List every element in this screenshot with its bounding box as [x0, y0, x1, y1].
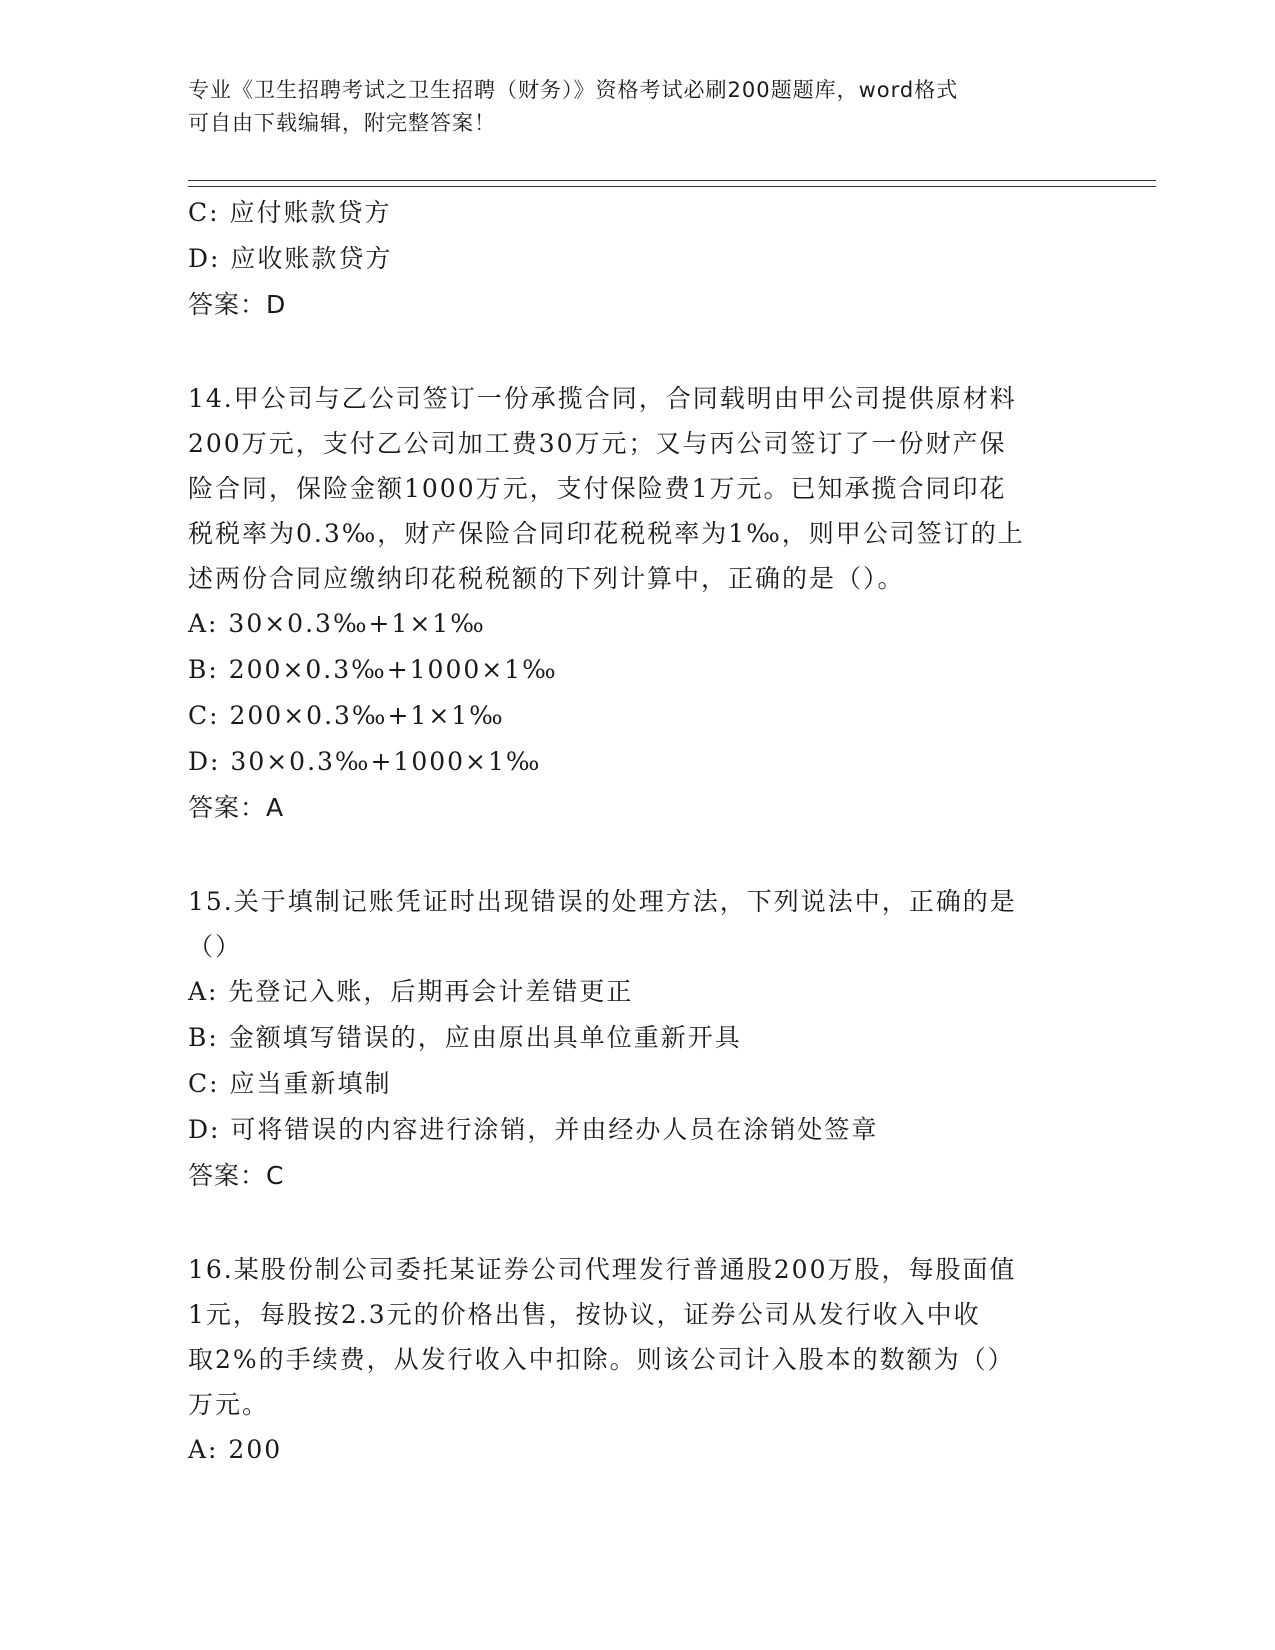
- question-13-tail: [188, 190, 1068, 328]
- question-stem-line: 险合同，保险金额1000万元，支付保险费1万元。已知承揽合同印花: [188, 474, 1007, 503]
- question-stem-line: 16.某股份制公司委托某证券公司代理发行普通股200万股，每股面值: [188, 1255, 1017, 1284]
- option-c: C: 应付账款贷方: [188, 198, 392, 227]
- question-stem-line: 14.甲公司与乙公司签订一份承揽合同，合同载明由甲公司提供原材料: [188, 384, 1017, 413]
- header-divider: [188, 180, 1156, 187]
- question-stem-line: 述两份合同应缴纳印花税税额的下列计算中，正确的是（）。: [188, 564, 905, 593]
- question-stem-line: 取2%的手续费，从发行收入中扣除。则该公司计入股本的数额为（）: [188, 1345, 1015, 1374]
- option-a: A: 200: [188, 1435, 283, 1464]
- question-stem-line: 15.关于填制记账凭证时出现错误的处理方法，下列说法中，正确的是: [188, 887, 1017, 916]
- header-line-2: 可自由下载编辑，附完整答案！: [188, 111, 496, 135]
- page-header: [188, 74, 1068, 140]
- question-stem-line: 万元。: [188, 1390, 270, 1419]
- question-16: [188, 1247, 1068, 1473]
- option-b: B: 金额填写错误的，应由原出具单位重新开具: [188, 1023, 742, 1052]
- option-b: B: 200×0.3‰+1000×1‰: [188, 655, 558, 684]
- option-d: D: 30×0.3‰+1000×1‰: [188, 747, 542, 776]
- answer-line: 答案：A: [188, 793, 285, 822]
- option-c: C: 200×0.3‰+1×1‰: [188, 701, 505, 730]
- question-stem-line: （）: [188, 932, 243, 961]
- option-d: D: 可将错误的内容进行涂销，并由经办人员在涂销处签章: [188, 1115, 879, 1144]
- option-c: C: 应当重新填制: [188, 1069, 392, 1098]
- answer-line: 答案：C: [188, 1161, 285, 1190]
- question-stem-line: 税税率为0.3‰，财产保险合同印花税税率为1‰，则甲公司签订的上: [188, 519, 1025, 548]
- document-body: [188, 190, 1068, 1473]
- header-line-1: 专业《卫生招聘考试之卫生招聘（财务）》资格考试必刷200题题库，word格式: [188, 78, 959, 102]
- option-d: D: 应收账款贷方: [188, 244, 393, 273]
- question-14: [188, 376, 1068, 831]
- question-stem-line: 200万元，支付乙公司加工费30万元；又与丙公司签订了一份财产保: [188, 429, 1007, 458]
- question-15: [188, 879, 1068, 1199]
- option-a: A: 30×0.3‰+1×1‰: [188, 609, 486, 638]
- question-stem-line: 1元，每股按2.3元的价格出售，按协议，证券公司从发行收入中收: [188, 1300, 981, 1329]
- option-a: A: 先登记入账，后期再会计差错更正: [188, 977, 634, 1006]
- answer-line: 答案：D: [188, 290, 287, 319]
